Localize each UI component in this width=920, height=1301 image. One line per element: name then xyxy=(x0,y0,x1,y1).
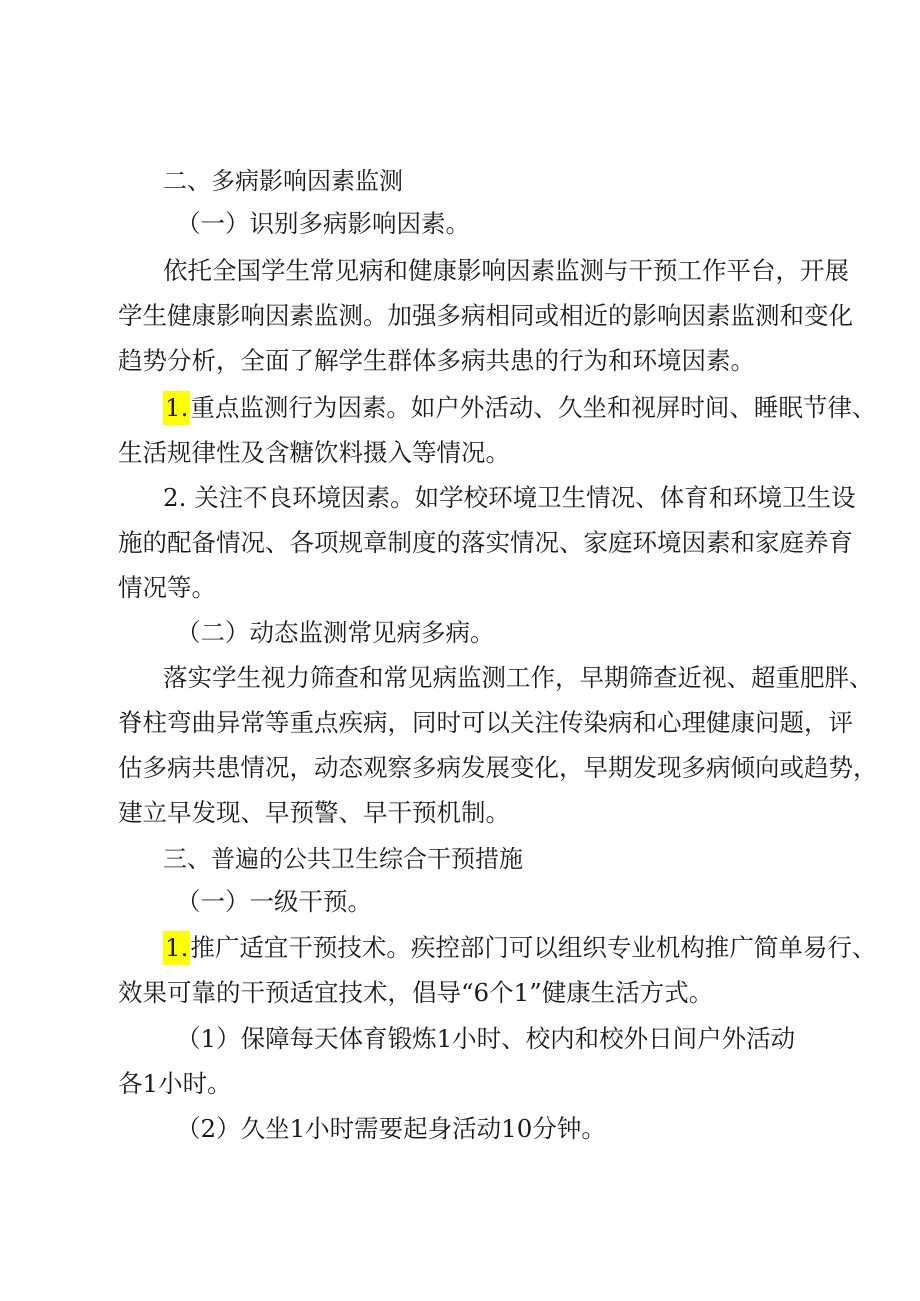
section-heading-2: 二、多病影响因素监测 xyxy=(163,167,403,195)
list-point: （1）保障每天体育锻炼1小时、校内和校外日间户外活动 xyxy=(176,1024,796,1053)
paragraph-line: 学生健康影响因素监测。加强多病相同或相近的影响因素监测和变化 xyxy=(118,301,853,330)
list-item-text: 推广适宜干预技术。疾控部门可以组织专业机构推广简单易行、 xyxy=(190,933,877,962)
subsection-title: （一）识别多病影响因素。 xyxy=(176,209,470,238)
list-item: 2. 关注不良环境因素。如学校环境卫生情况、体育和环境卫生设 xyxy=(163,483,856,512)
list-point: （2）久坐1小时需要起身活动10分钟。 xyxy=(176,1114,606,1143)
highlighted-item-number: 1. xyxy=(163,391,190,425)
paragraph-line: 落实学生视力筛查和常见病监测工作，早期筛查近视、超重肥胖、 xyxy=(163,663,874,692)
paragraph-line: 依托全国学生常见病和健康影响因素监测与干预工作平台，开展 xyxy=(163,256,849,285)
paragraph-line: 情况等。 xyxy=(118,573,216,602)
paragraph-line: 施的配备情况、各项规章制度的落实情况、家庭环境因素和家庭养育 xyxy=(118,528,853,557)
paragraph-line: 趋势分析，全面了解学生群体多病共患的行为和环境因素。 xyxy=(118,346,755,375)
section-heading-3: 三、普遍的公共卫生综合干预措施 xyxy=(163,845,523,873)
paragraph-line: 各1小时。 xyxy=(118,1069,232,1098)
paragraph-line: 脊柱弯曲异常等重点疾病，同时可以关注传染病和心理健康问题，评 xyxy=(118,708,853,737)
highlighted-item-number: 1. xyxy=(163,931,190,965)
list-item-text: 重点监测行为因素。如户外活动、久坐和视屏时间、睡眠节律、 xyxy=(190,393,877,422)
subsection-title: （二）动态监测常见病多病。 xyxy=(176,618,495,647)
paragraph-line: 估多病共患情况，动态观察多病发展变化，早期发现多病倾向或趋势， xyxy=(118,753,878,782)
subsection-title: （一）一级干预。 xyxy=(176,887,372,916)
list-item xyxy=(163,391,876,425)
list-item xyxy=(163,931,876,965)
paragraph-line: 效果可靠的干预适宜技术，倡导“6个1”健康生活方式。 xyxy=(118,978,714,1007)
paragraph-line: 生活规律性及含糖饮料摄入等情况。 xyxy=(118,438,510,467)
paragraph-line: 建立早发现、早预警、早干预机制。 xyxy=(118,798,510,827)
